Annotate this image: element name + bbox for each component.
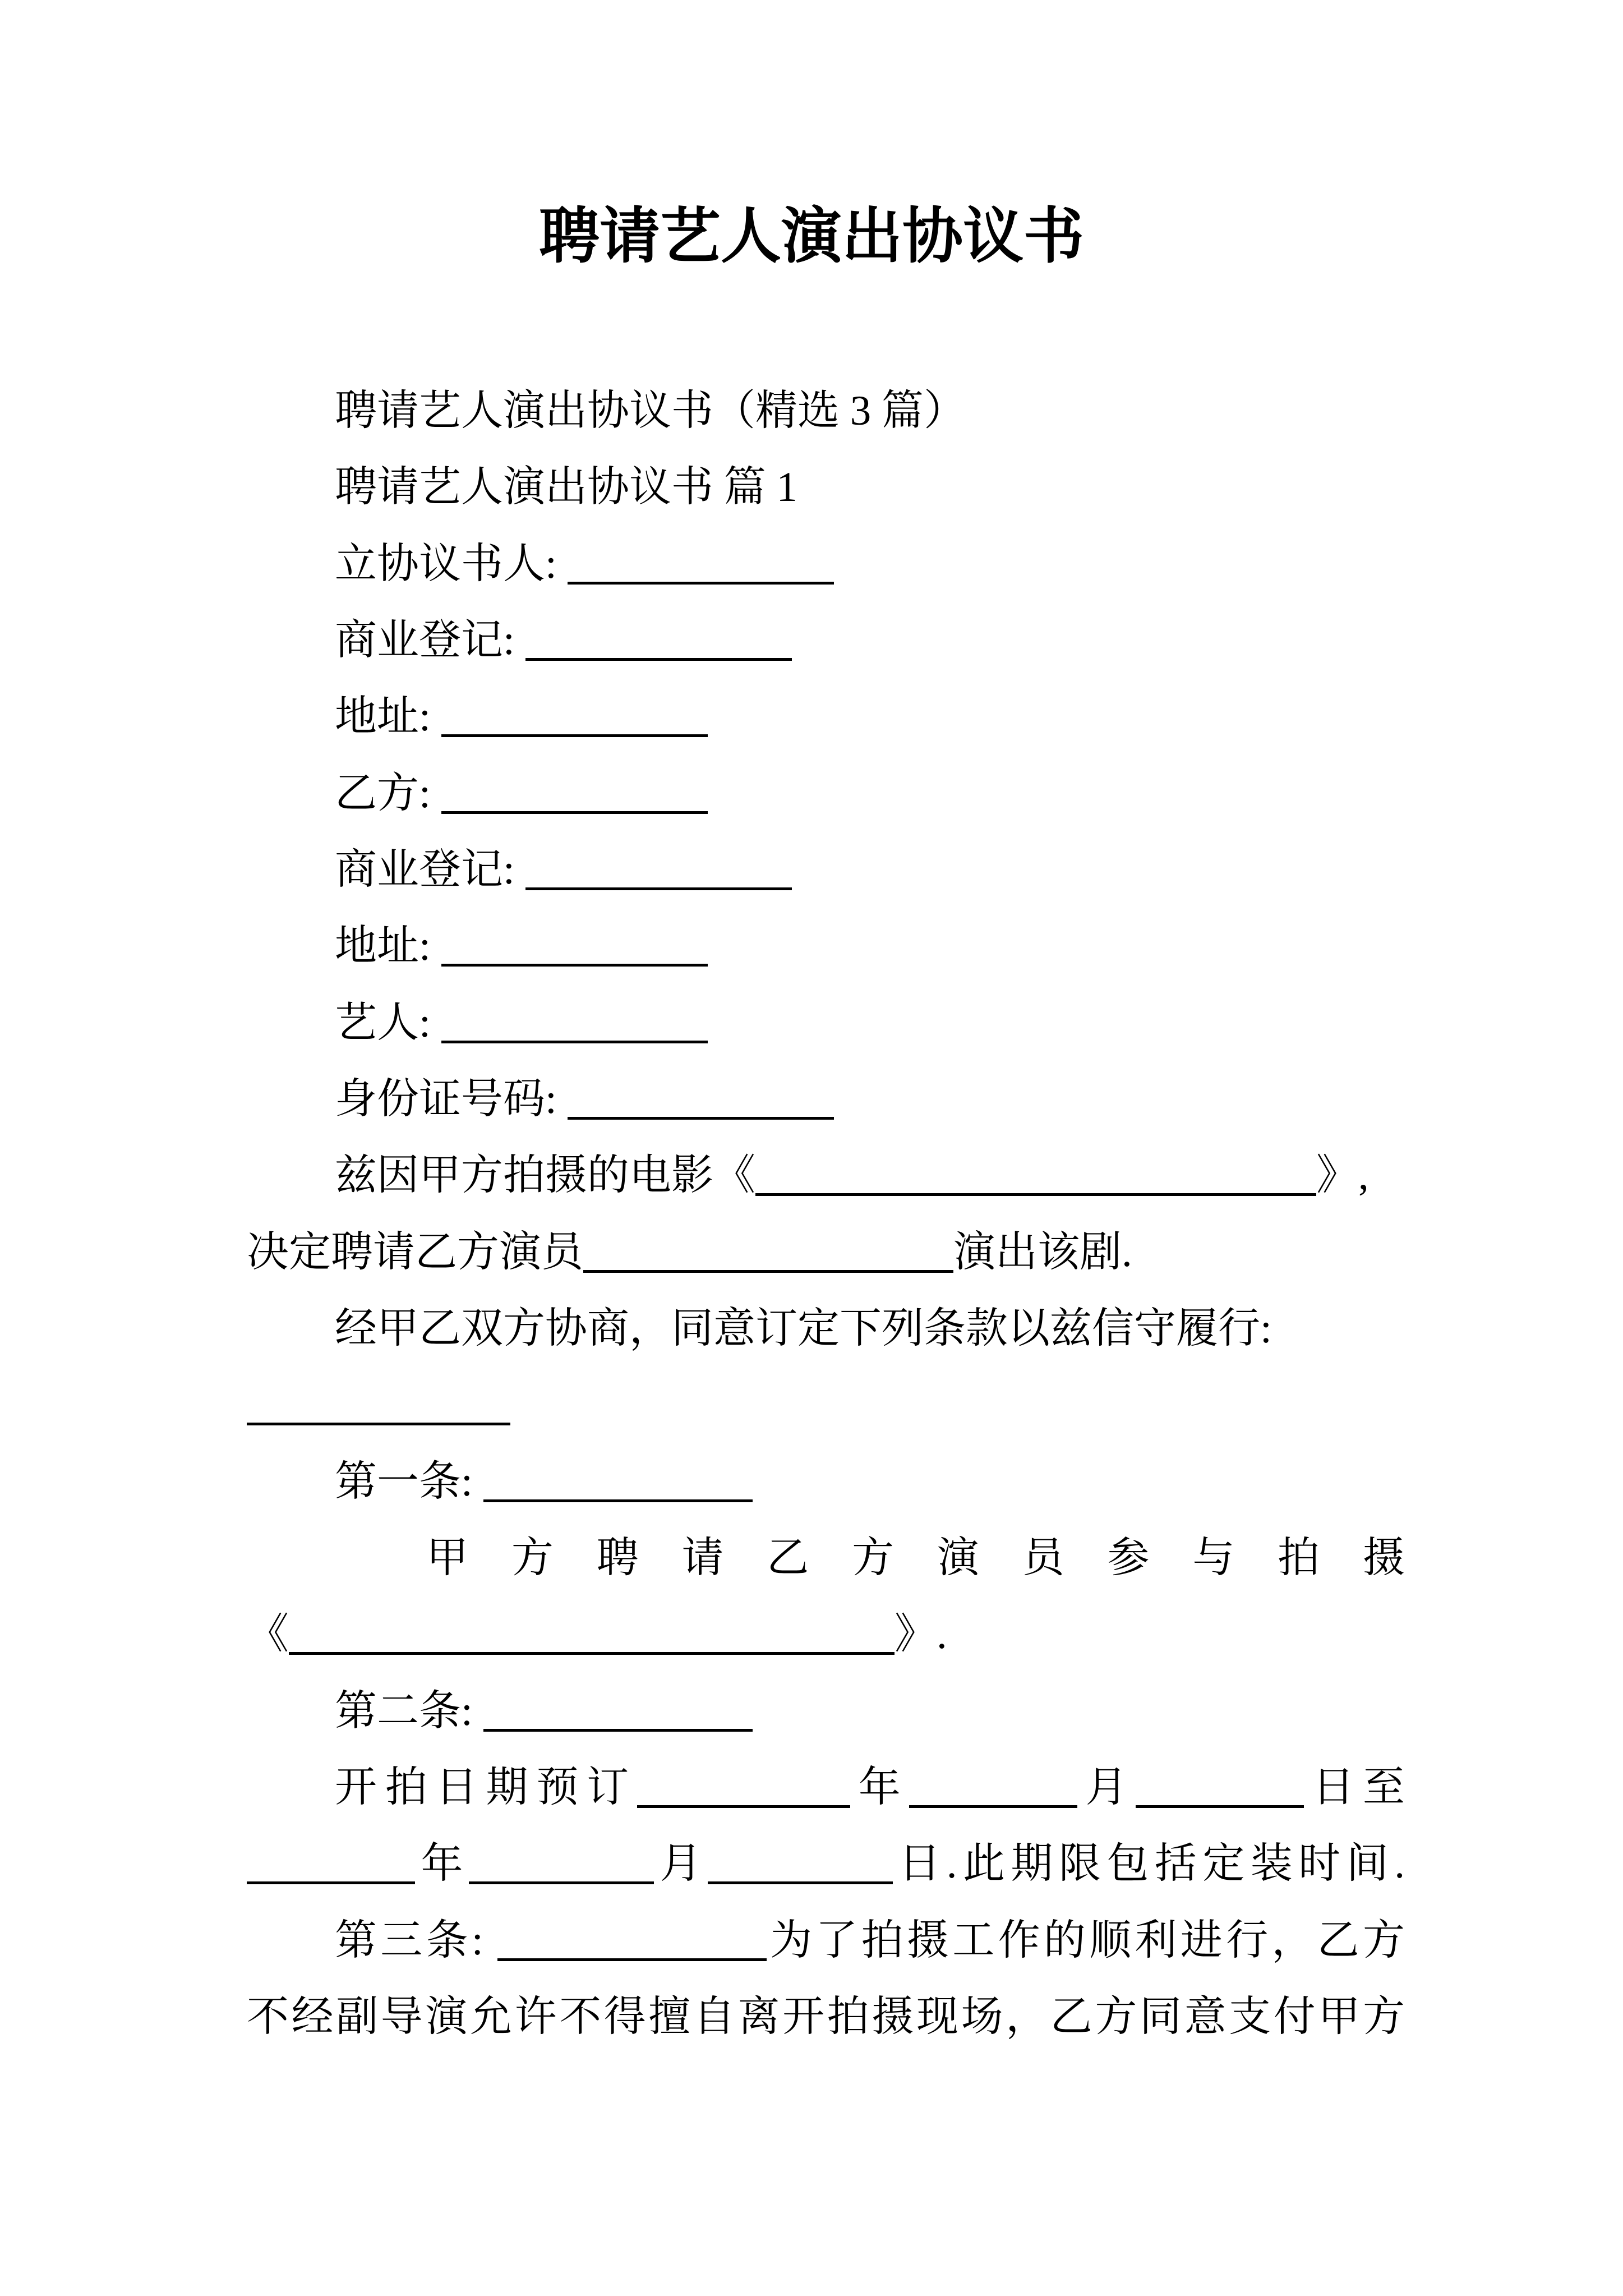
body-text: 日至 xyxy=(1304,1764,1405,1811)
field-label: 地址: xyxy=(335,693,441,740)
article-label: 第一条: xyxy=(335,1458,483,1505)
line-field-artist xyxy=(335,985,708,1061)
field-label: 商业登记: xyxy=(335,846,525,893)
line-article-2 xyxy=(335,1673,753,1750)
line-engage-actor xyxy=(247,1214,1132,1291)
blank-underline xyxy=(441,769,708,814)
body-text: 月 xyxy=(653,1841,708,1887)
blank-underline xyxy=(909,1763,1077,1808)
line-field-business-registration-b xyxy=(335,832,792,908)
body-text: 月 xyxy=(1077,1764,1136,1811)
line-field-business-registration-a xyxy=(335,602,792,679)
body-text: 》. xyxy=(895,1611,947,1658)
blank-underline xyxy=(289,1610,895,1655)
body-text: 不经副导演允许不得擅自离开拍摄现场，乙方同意支付甲方 xyxy=(247,1994,1405,2040)
blank-underline xyxy=(483,1457,753,1502)
line-article-3-body xyxy=(247,1979,1405,2055)
line-solo-blank xyxy=(247,1367,510,1443)
blank-underline xyxy=(708,1839,893,1884)
line-field-id-number xyxy=(335,1061,834,1138)
blank-underline xyxy=(568,1075,834,1120)
blank-underline xyxy=(247,1839,415,1884)
body-text: 日.此期限包括定装时间. xyxy=(892,1841,1405,1887)
line-field-party-b xyxy=(335,756,708,832)
body-text: 演出该剧. xyxy=(953,1229,1132,1276)
field-label: 乙方: xyxy=(335,770,441,817)
line-field-agreement-maker xyxy=(335,526,834,602)
body-text: 甲 方 聘 请 乙 方 演 员 参 与 拍 摄 xyxy=(426,1535,1405,1581)
blank-underline xyxy=(637,1763,850,1808)
body-text: 年 xyxy=(850,1764,909,1811)
line-field-address-b xyxy=(335,908,708,984)
field-label: 身份证号码: xyxy=(335,1076,568,1122)
line-article-1 xyxy=(335,1444,753,1520)
line-subtitle-part1 xyxy=(335,449,797,526)
field-label: 商业登记: xyxy=(335,617,525,664)
line-mutual-agreement xyxy=(335,1291,1272,1367)
blank-underline xyxy=(525,845,792,890)
blank-underline xyxy=(568,540,834,585)
blank-underline xyxy=(525,616,792,661)
subtitle-text: 聘请艺人演出协议书（精选 3 篇） xyxy=(335,388,966,434)
body-text: 》, xyxy=(1316,1152,1369,1199)
body-text: 为了拍摄工作的顺利进行，乙方 xyxy=(766,1917,1405,1964)
body-text: 《 xyxy=(247,1611,289,1658)
blank-underline xyxy=(441,692,708,737)
line-movie-title xyxy=(335,1138,1369,1214)
blank-underline xyxy=(583,1228,953,1273)
blank-underline xyxy=(1136,1763,1304,1808)
line-shoot-date-start xyxy=(335,1750,1405,1826)
blank-underline xyxy=(441,922,708,967)
line-film-title-blank xyxy=(247,1596,947,1673)
blank-underline xyxy=(483,1687,753,1732)
body-text: 年 xyxy=(415,1841,469,1887)
line-article-3 xyxy=(335,1903,1405,1979)
document-title: 聘请艺人演出协议书 xyxy=(538,204,1084,270)
article-label: 第二条: xyxy=(335,1688,483,1734)
blank-underline xyxy=(469,1839,654,1884)
body-text: 决定聘请乙方演员 xyxy=(247,1229,584,1276)
line-subtitle-selection xyxy=(335,373,966,449)
body-text: 兹因甲方拍摄的电影《 xyxy=(335,1152,756,1199)
body-text: 经甲乙双方协商，同意订定下列条款以兹信守履行: xyxy=(335,1305,1272,1352)
field-label: 艺人: xyxy=(335,1000,441,1046)
body-text: 开拍日期预订 xyxy=(335,1764,637,1811)
blank-underline xyxy=(247,1381,510,1425)
line-shoot-date-end xyxy=(247,1826,1405,1902)
blank-underline xyxy=(755,1151,1316,1196)
blank-underline xyxy=(497,1916,767,1961)
article-label: 第三条: xyxy=(335,1917,497,1964)
subtitle-text: 聘请艺人演出协议书 篇 1 xyxy=(335,464,798,510)
blank-underline xyxy=(441,999,708,1043)
line-field-address-a xyxy=(335,679,708,755)
line-article-1-body xyxy=(426,1520,1405,1596)
field-label: 立协议书人: xyxy=(335,541,568,587)
field-label: 地址: xyxy=(335,923,441,969)
